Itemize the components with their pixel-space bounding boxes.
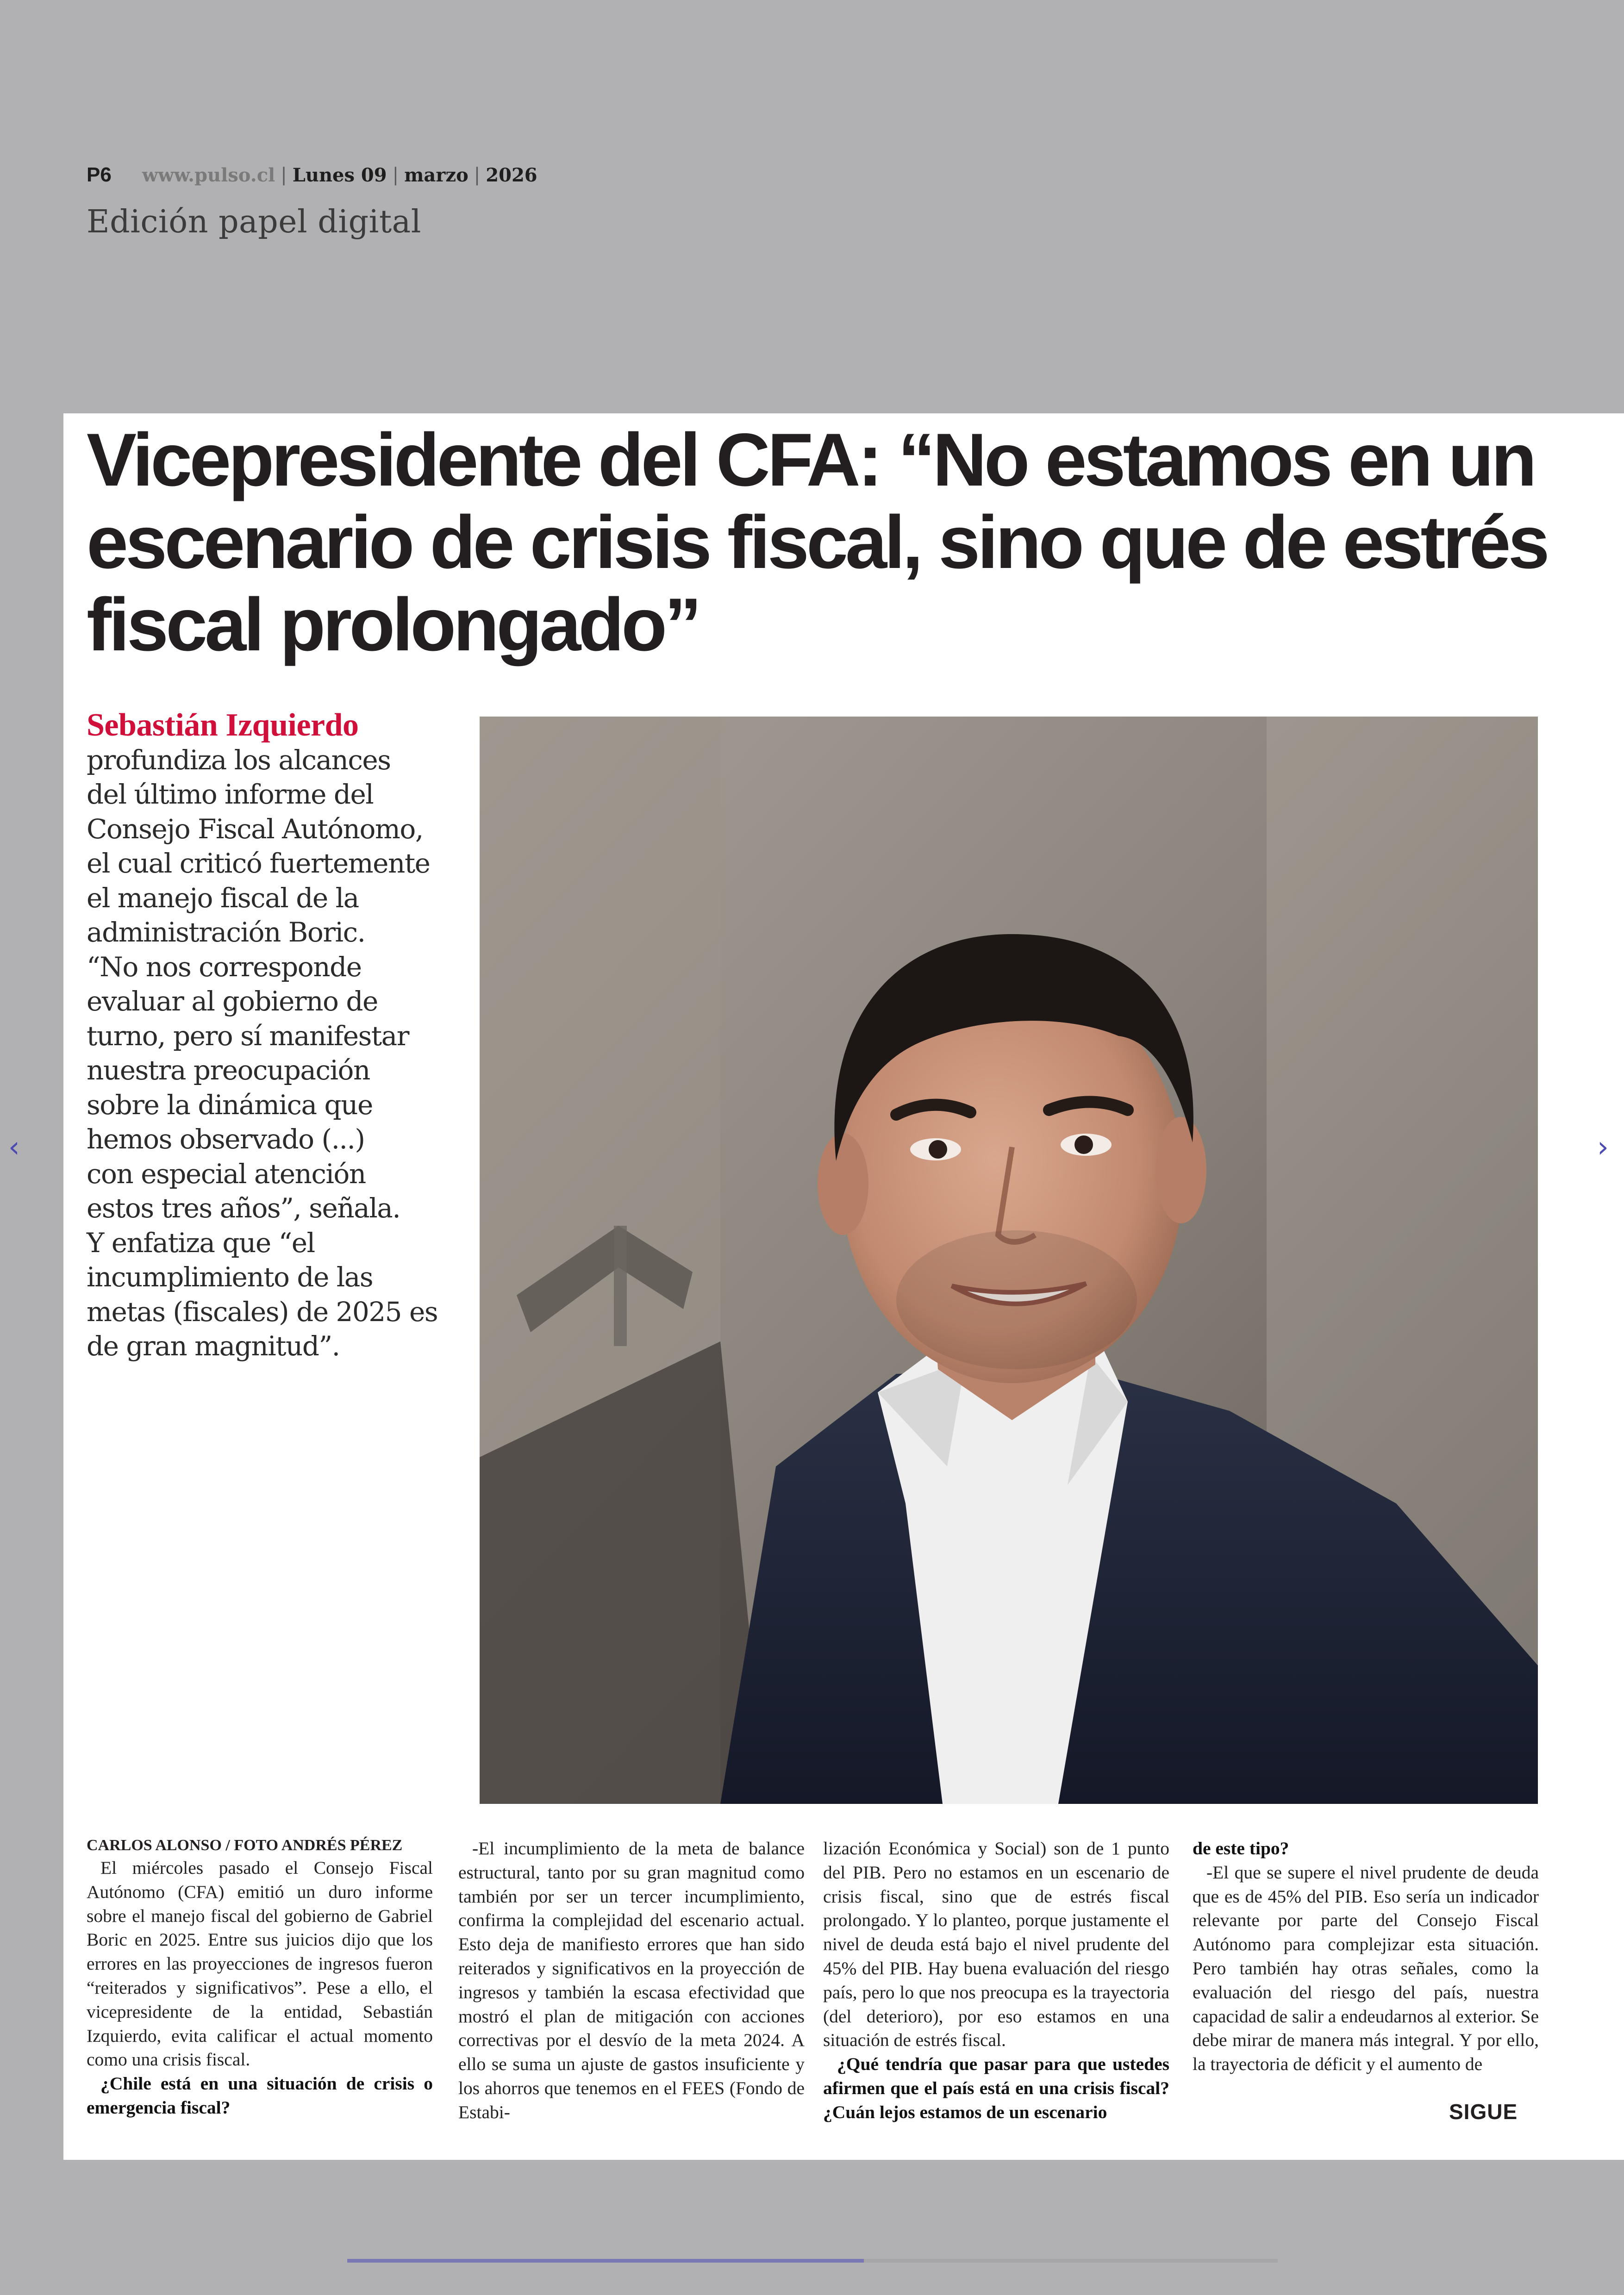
paragraph: -El que se supere el nivel prudente de deuda que es de 45% del PIB. Eso sería un indicador relevante por parte del Consejo Fiscal Autónomo para complejizar esta situación. Pero también hay otras señales, como la evaluación del riesgo del país, nuestra capacidad de salir a endeudarnos al exterior. Se debe mirar de manera más integral. Y por ello, la trayectoria de déficit y el aumento de xyxy=(1193,1862,1539,2075)
lead-line: nuestra preocupación xyxy=(87,1054,370,1086)
edition-label: Edición papel digital xyxy=(87,204,421,240)
lead-name: Sebastián Izquierdo xyxy=(87,707,359,743)
text-column-2 xyxy=(458,1837,805,2125)
separator: | xyxy=(392,164,399,186)
lead-line: incumplimiento de las xyxy=(87,1261,373,1293)
text-column-4 xyxy=(1193,1837,1539,2077)
lead-line: sobre la dinámica que xyxy=(87,1089,373,1121)
interview-question: ¿Chile está en una situación de crisis o emergencia fiscal? xyxy=(87,2073,433,2118)
issue-day: Lunes 09 xyxy=(292,164,387,186)
text-column-1 xyxy=(87,1856,433,2120)
site-url: www.pulso.cl xyxy=(142,164,275,186)
paragraph: lización Económica y Social) son de 1 punto del PIB. Pero no estamos en un escenario de crisis fiscal, sino que de estrés fiscal prolongado. Y lo planteo, porque justamente el nivel de deuda está bajo el nivel prudente del 45% del PIB. Hay buena evaluación del riesgo país, pero lo que nos preocupa es la trayectoria (del deterioro), por eso estamos en una situación de estrés fiscal. xyxy=(823,1838,1169,2051)
separator: | xyxy=(281,164,287,186)
lead-line: evaluar al gobierno de xyxy=(87,985,378,1017)
article-photo xyxy=(480,717,1538,1804)
lead-line: metas (fiscales) de 2025 es xyxy=(87,1296,438,1328)
lead-line: Y enfatiza que “el xyxy=(87,1227,315,1259)
paragraph: -El incumplimiento de la meta de balance estructural, tanto por su gran magnitud como también por ser un tercer incumplimiento, confirma la complejidad del escenario actual. Esto deja de manifiesto errores que han sido reiterados y significativos en la proyección de ingresos y también la escasa efectividad que mostró el plan de mitigación con acciones correctivas por el desvío de la meta 2024. A ello se suma un ajuste de gastos insuficiente y los ahorros que tenemos en el FEES (Fondo de Estabi- xyxy=(458,1838,805,2122)
page-number: P6 xyxy=(87,163,112,186)
lead-line: profundiza los alcances xyxy=(87,744,391,776)
article-headline xyxy=(87,419,1568,666)
continue-label: SIGUE xyxy=(1449,2100,1518,2124)
lead-line: el cual criticó fuertemente xyxy=(87,848,430,879)
headline-line: Vicepresidente del CFA: “No estamos en un xyxy=(87,418,1534,502)
lead-line: de gran magnitud”. xyxy=(87,1330,340,1362)
text-column-3 xyxy=(823,1837,1169,2125)
issue-year: 2026 xyxy=(486,164,537,186)
lead-line: Consejo Fiscal Autónomo, xyxy=(87,813,423,845)
issue-month: marzo xyxy=(404,164,468,186)
lead-line: hemos observado (...) xyxy=(87,1123,365,1155)
previous-page-arrow-icon[interactable]: ‹ xyxy=(8,1130,20,1164)
lead-line: el manejo fiscal de la xyxy=(87,882,359,914)
page-progress-fill xyxy=(347,2259,864,2263)
article-lead xyxy=(87,708,438,1364)
article-byline: CARLOS ALONSO / FOTO ANDRÉS PÉREZ xyxy=(87,1837,403,1854)
lead-line: estos tres años”, señala. xyxy=(87,1192,400,1224)
interview-question: de este tipo? xyxy=(1193,1838,1289,1858)
next-page-arrow-icon[interactable]: › xyxy=(1597,1130,1609,1164)
separator: | xyxy=(474,164,481,186)
headline-line: escenario de crisis fiscal, sino que de estrés xyxy=(87,500,1547,584)
headline-line: fiscal prolongado” xyxy=(87,583,700,667)
page-header xyxy=(87,162,537,188)
lead-line: administración Boric. xyxy=(87,917,365,948)
interview-question: ¿Qué tendría que pasar para que ustedes afirmen que el país está en una crisis fiscal? ¿Cuán lejos estamos de un escenario xyxy=(823,2054,1169,2122)
portrait-image xyxy=(480,717,1538,1804)
lead-line: turno, pero sí manifestar xyxy=(87,1020,409,1052)
lead-line: “No nos corresponde xyxy=(87,951,362,983)
lead-line: del último informe del xyxy=(87,779,374,810)
lead-line: con especial atención xyxy=(87,1158,366,1190)
paragraph: El miércoles pasado el Consejo Fiscal Autónomo (CFA) emitió un duro informe sobre el manejo fiscal del gobierno de Gabriel Boric en 2025. Entre sus juicios dijo que los errores en las proyecciones de ingresos fueron “reiterados y significativos”. Pese a ello, el vicepresidente de la entidad, Sebastián Izquierdo, evita calificar el actual momento como una crisis fiscal. xyxy=(87,1858,433,2070)
